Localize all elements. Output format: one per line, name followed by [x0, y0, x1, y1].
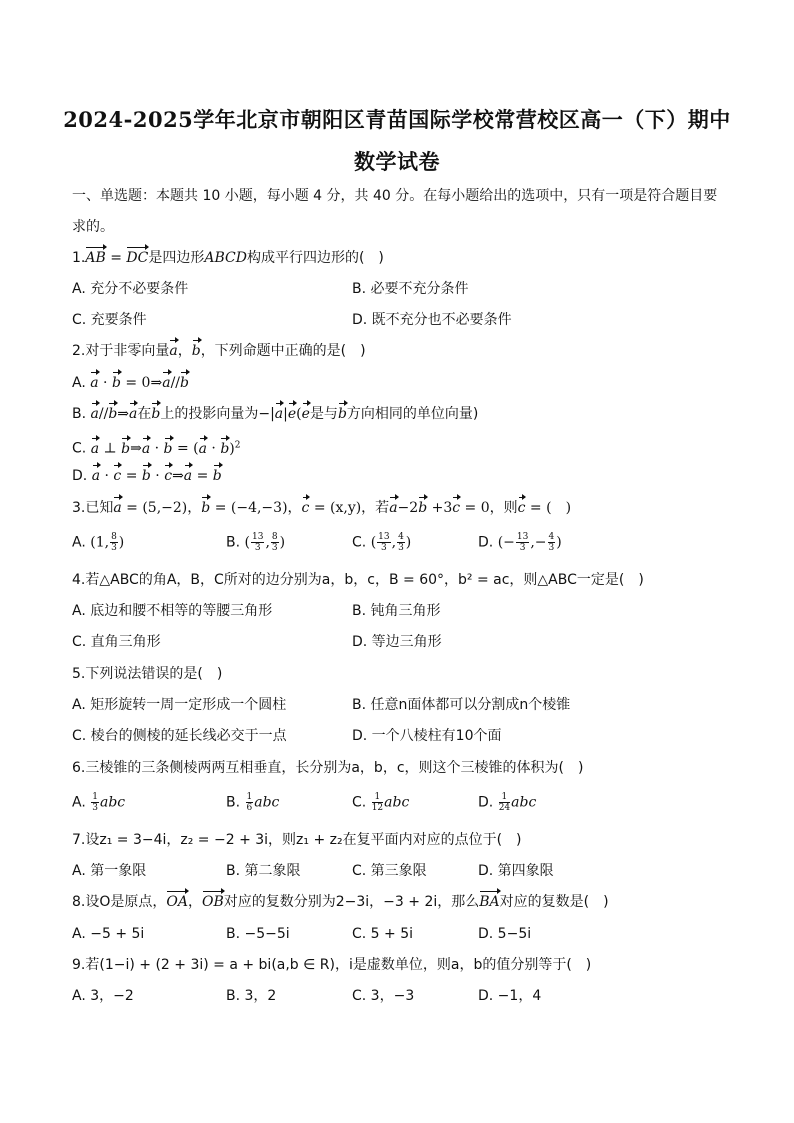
- question-5-option-d: D. 一个八棱柱有10个面: [352, 728, 502, 744]
- question-6-option-c: C. $\frac{1}{12}$ abc: [352, 792, 410, 813]
- question-3-option-b: B. ( $\frac{13}{3}$ , $\frac{8}{3}$ ): [226, 532, 286, 553]
- exam-title-line1: 2024-2025学年北京市朝阳区青苗国际学校常营校区高一（下）期中: [63, 107, 731, 132]
- question-8-option-d: D. 5−5i: [478, 926, 532, 942]
- question-2-option-c: C. a ⊥ b⇒a · $b = (a \cdot b)^2$: [72, 440, 241, 457]
- question-5-stem: 5.下列说法错误的是( ): [72, 666, 223, 682]
- question-4-option-a: A. 底边和腰不相等的等腰三角形: [72, 603, 273, 619]
- question-1-option-c: C. 充要条件: [72, 312, 147, 328]
- question-6-option-d: D. $\frac{1}{24}$ abc: [478, 792, 537, 813]
- question-7-option-c: C. 第三象限: [352, 863, 427, 879]
- question-4-option-c: C. 直角三角形: [72, 634, 161, 650]
- question-6-option-a: A. $\frac{1}{3}$ abc: [72, 792, 126, 813]
- exam-title-line2: 数学试卷: [354, 149, 440, 174]
- question-9-option-d: D. −1，4: [478, 988, 542, 1004]
- question-9-option-c: C. 3，−3: [352, 988, 415, 1004]
- question-3-stem: 3.已知a = (5,−2)，b = (−4,−3)，c = (x,y)，若a−2b +3c = 0，则c = ( ): [72, 500, 572, 516]
- question-7-stem: 7.设z₁ = 3−4i，z₂ = −2 + 3i，则z₁ + z₂在复平面内对应的点位于( ): [72, 832, 522, 848]
- section-heading: 一、单选题：本题共 10 小题，每小题 4 分，共 40 分。在每小题给出的选项中，只有一项是符合题目要求的。: [72, 188, 718, 235]
- question-9-stem: 9.若(1−i) + (2 + 3i) = a + bi(a,b ∈ R)，i是虚数单位，则a，b的值分别等于( ): [72, 957, 592, 973]
- question-4-stem: 4.若△ABC的角A，B，C所对的边分别为a，b，c，B = 60°，b² = ac，则△ABC一定是( ): [72, 572, 644, 588]
- question-1-option-b: B. 必要不充分条件: [352, 281, 469, 297]
- question-3-option-d: D. (− $\frac{13}{3}$ ,− $\frac{4}{3}$ ): [478, 532, 562, 553]
- question-8-option-b: B. −5−5i: [226, 926, 290, 942]
- question-8-option-a: A. −5 + 5i: [72, 926, 145, 942]
- question-5-option-c: C. 棱台的侧棱的延长线必交于一点: [72, 728, 287, 744]
- question-3-option-c: C. ( $\frac{13}{3}$ , $\frac{4}{3}$ ): [352, 532, 412, 553]
- question-2-option-a: A. a · b = 0⇒a//b: [72, 375, 189, 391]
- question-1-option-a: A. 充分不必要条件: [72, 281, 189, 297]
- question-7-option-a: A. 第一象限: [72, 863, 147, 879]
- question-9-option-a: A. 3，−2: [72, 988, 134, 1004]
- question-6-stem: 6.三棱锥的三条侧棱两两互相垂直，长分别为a，b，c，则这个三棱锥的体积为( ): [72, 760, 584, 776]
- question-6-option-b: B. $\frac{1}{6}$ abc: [226, 792, 280, 813]
- question-2-option-d: D. a · c = b · c⇒a = b: [72, 468, 222, 484]
- question-2-option-b: B. a//b⇒a在b上的投影向量为−|a|e(e是与b方向相同的单位向量): [72, 406, 479, 422]
- question-8-stem: 8.设O是原点，OA，OB对应的复数分别为2−3i，−3 + 2i，那么BA对应的复数是( ): [72, 894, 609, 910]
- question-3-option-a: A. (1, $\frac{8}{3}$ ): [72, 532, 125, 553]
- question-1-option-d: D. 既不充分也不必要条件: [352, 312, 512, 328]
- question-5-option-b: B. 任意n面体都可以分割成n个棱锥: [352, 697, 571, 713]
- question-9-option-b: B. 3，2: [226, 988, 277, 1004]
- question-7-option-d: D. 第四象限: [478, 863, 554, 879]
- question-4-option-b: B. 钝角三角形: [352, 603, 441, 619]
- question-5-option-a: A. 矩形旋转一周一定形成一个圆柱: [72, 697, 287, 713]
- question-2-stem: 2.对于非零向量a，b，下列命题中正确的是( ): [72, 343, 366, 359]
- question-1-stem: 1.AB = DC是四边形ABCD构成平行四边形的( ): [72, 250, 384, 266]
- question-4-option-d: D. 等边三角形: [352, 634, 442, 650]
- question-7-option-b: B. 第二象限: [226, 863, 301, 879]
- question-8-option-c: C. 5 + 5i: [352, 926, 414, 942]
